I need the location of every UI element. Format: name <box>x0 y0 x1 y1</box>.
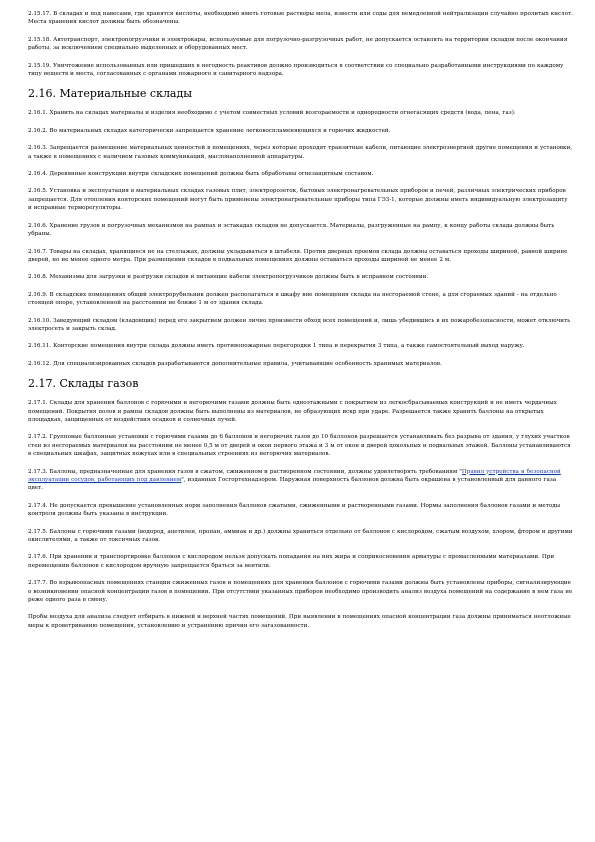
paragraph-2-16-2: 2.16.2. Во материальных складах категорически запрещается хранение легковоспламеняющихся и горючих жидкостей. <box>28 127 391 134</box>
paragraph-2-17-3-text-end: ", изданных Госгортехнадзором. Наружная поверхность баллонов должна быть окрашена в установленный для данного газа цвет. <box>28 477 557 492</box>
paragraph-2-16-6: 2.16.6. Хранение грузов и погрузочных механизмов на рампах и эстакадах складов не допускается. Материалы, разгруженные на рампу, к концу работы склада должны быть убраны. <box>28 222 555 238</box>
pressure-vessel-rules-link[interactable]: Правил устройства и безопасной эксплуатации сосудов, работающих под давлением <box>28 468 561 483</box>
paragraph-2-16-9: 2.16.9. В складских помещениях общий электрорубильник должен располагаться в шкафу вне помещения склада на несгораемой стене, а для сгораемых зданий - на отдельно стоящей опоре, установленной на расстоянии не ближе 1 м от здания склада. <box>28 291 557 307</box>
paragraph-2-17-3 <box>28 468 573 493</box>
paragraph-2-15-18: 2.15.18. Автотранспорт, электропогрузчики и электрокары, используемые для погрузочно-разгрузочных работ, не допускается оставлять на территории складов после окончания работы, за исключением специально выделенных и оборудованных мест. <box>28 36 568 52</box>
paragraph-2-15-19: 2.15.19. Уничтожение использованных или пришедших в негодность реактивов должно производиться в соответствии со специально разработанными инструкциями по каждому типу веществ и места, согласованных с органами пожарного и санитарного надзора. <box>28 62 564 78</box>
paragraph-2-17-2: 2.17.2. Групповые баллонные установки с горючими газами до 6 баллонов и негорючих газов до 10 баллонов разрешается устанавливать без разрыва от здания, у глухих участков стен из несгораемых материалов на расстоянии не менее 0,5 м от дверей и окон первого этажа и 3 м от окон и дверей цокольных и подвальных этажей. Баллоны устанавливаются в специальных шкафах, защитных кожухах или в специальных строениях из негорючих материалов. <box>28 434 571 458</box>
paragraph-2-16-12: 2.16.12. Для специализированных складов разрабатываются дополнительные правила, учитывающие особенность хранимых материалов. <box>28 360 442 367</box>
paragraph-2-16-7: 2.16.7. Товары на складах, хранящиеся не на стеллажах, должны укладываться в штабеля. Против дверных проемов склада должны оставаться проходы шириной, равной ширине дверей, но не менее одного метра. При размещении складов в подвальных помещениях должны оставаться проходы шириной не менее 2 м. <box>28 248 568 263</box>
paragraph-2-17-1: 2.17.1. Склады для хранения баллонов с горючими и негорючими газами должны быть одноэтажными с покрытием из легкосбрасываемых конструкций и не иметь чердачных помещений. Покрытия полов и рампы складов должны быть выполнены из материалов, не образующих искр при ударе. Разрешается также хранить баллоны на открытых площадках, защищенных от воздействия осадков и солнечных лучей. <box>28 400 557 423</box>
paragraph-2-16-8: 2.16.8. Механизмы для загрузки и разгрузки складов и питающие кабели электропогрузчиков должны быть в исправном состоянии. <box>28 274 429 281</box>
paragraph-2-17-4: 2.17.4. Не допускается превышение установленных норм заполнения баллонов сжатыми, сжиженными и растворенными газами. Нормы заполнения баллонов газами и методы контроля должны быть указаны в инструкции. <box>28 502 561 518</box>
paragraph-2-16-4: 2.16.4. Деревянные конструкции внутри складских помещений должны быть обработаны огнезащитным составом. <box>28 171 374 178</box>
paragraph-2-17-7: 2.17.7. Во взрывоопасных помещениях станции сжиженных газов и помещениях для хранения баллонов с горючими газами должны быть установлены приборы, сигнализирующие о возникновении опасной концентрации газов в помещении. При отсутствии указанных приборов необходимо производить анализ воздуха помещений на содержание в нем газа не реже одного раза в смену. <box>28 580 573 604</box>
paragraph-2-16-10: 2.16.10. Заведующий складом (кладовщик) перед его закрытием должен лично произвести обход всех помещений и, лишь убедившись в их пожаробезопасности, может отключить электросеть и закрыть склад. <box>28 317 571 332</box>
paragraph-2-15-17: 2.15.17. В складах и под навесами, где хранятся кислоты, необходимо иметь готовые растворы мела, извести или соды для немедленной нейтрализации случайно пролитых кислот. Места хранения кислот должны быть обозначены. <box>28 11 573 26</box>
paragraph-2-17-3-text-start: 2.17.3. Баллоны, предназначенные для хранения газов в сжатом, сжиженном и растворенном состоянии, должны удовлетворять требованиям " <box>28 468 462 475</box>
section-heading-2-17: 2.17. Склады газов <box>28 377 139 391</box>
paragraph-2-16-11: 2.16.11. Конторские помещения внутри склада должны иметь противопожарные перегородки 1 типа и перекрытия 3 типа, а также самостоятельный выход наружу. <box>28 343 525 350</box>
section-heading-2-16: 2.16. Материальные склады <box>28 87 193 101</box>
paragraph-2-16-1: 2.16.1. Хранить на складах материалы и изделия необходимо с учетом совместных условий возгораемости и однородности огнегасящих средств (вода, пена, газ). <box>28 110 516 117</box>
paragraph-air-samples: Пробы воздуха для анализа следует отбирать в нижней и верхней частях помещений. При выявлении в помещениях опасной концентрации газа должны приниматься неотложные меры к проветриванию помещения, установлению и устранению причин его загазованности. <box>28 614 571 629</box>
paragraph-2-17-5: 2.17.5. Баллоны с горючими газами (водород, ацетилен, пропан, аммиак и др.) должны храниться отдельно от баллонов с кислородом, сжатым воздухом, хлором, фтором и другими окислителями, а также от токсичных газов. <box>28 528 573 544</box>
paragraph-2-16-5: 2.16.5. Установка и эксплуатация в материальных складах газовых плит, электророзеток, бытовых электронагревательных приборов и печей, различных электрических приборов запрещается. Для отопления конторских помещений могут быть применены электронагревательные приборы типа ГЭЗ-1, которые должны иметь индивидуальную электрозащиту и исправные терморегуляторы. <box>28 188 568 212</box>
paragraph-2-17-6: 2.17.6. При хранении и транспортировке баллонов с кислородом нельзя допускать попадания на них жира и соприкосновения арматуры с промасленными материалами. При перемещении баллонов с кислородом вручную запрещается браться за вентили. <box>28 554 555 569</box>
paragraph-2-16-3: 2.16.3. Запрещается размещение материальных ценностей в помещениях, через которые проходят транзитные кабели, питающие электроэнергией другие помещения и установки, а также в помещениях с наличием газовых коммуникаций, маслонаполненной аппаратуры. <box>28 145 573 160</box>
